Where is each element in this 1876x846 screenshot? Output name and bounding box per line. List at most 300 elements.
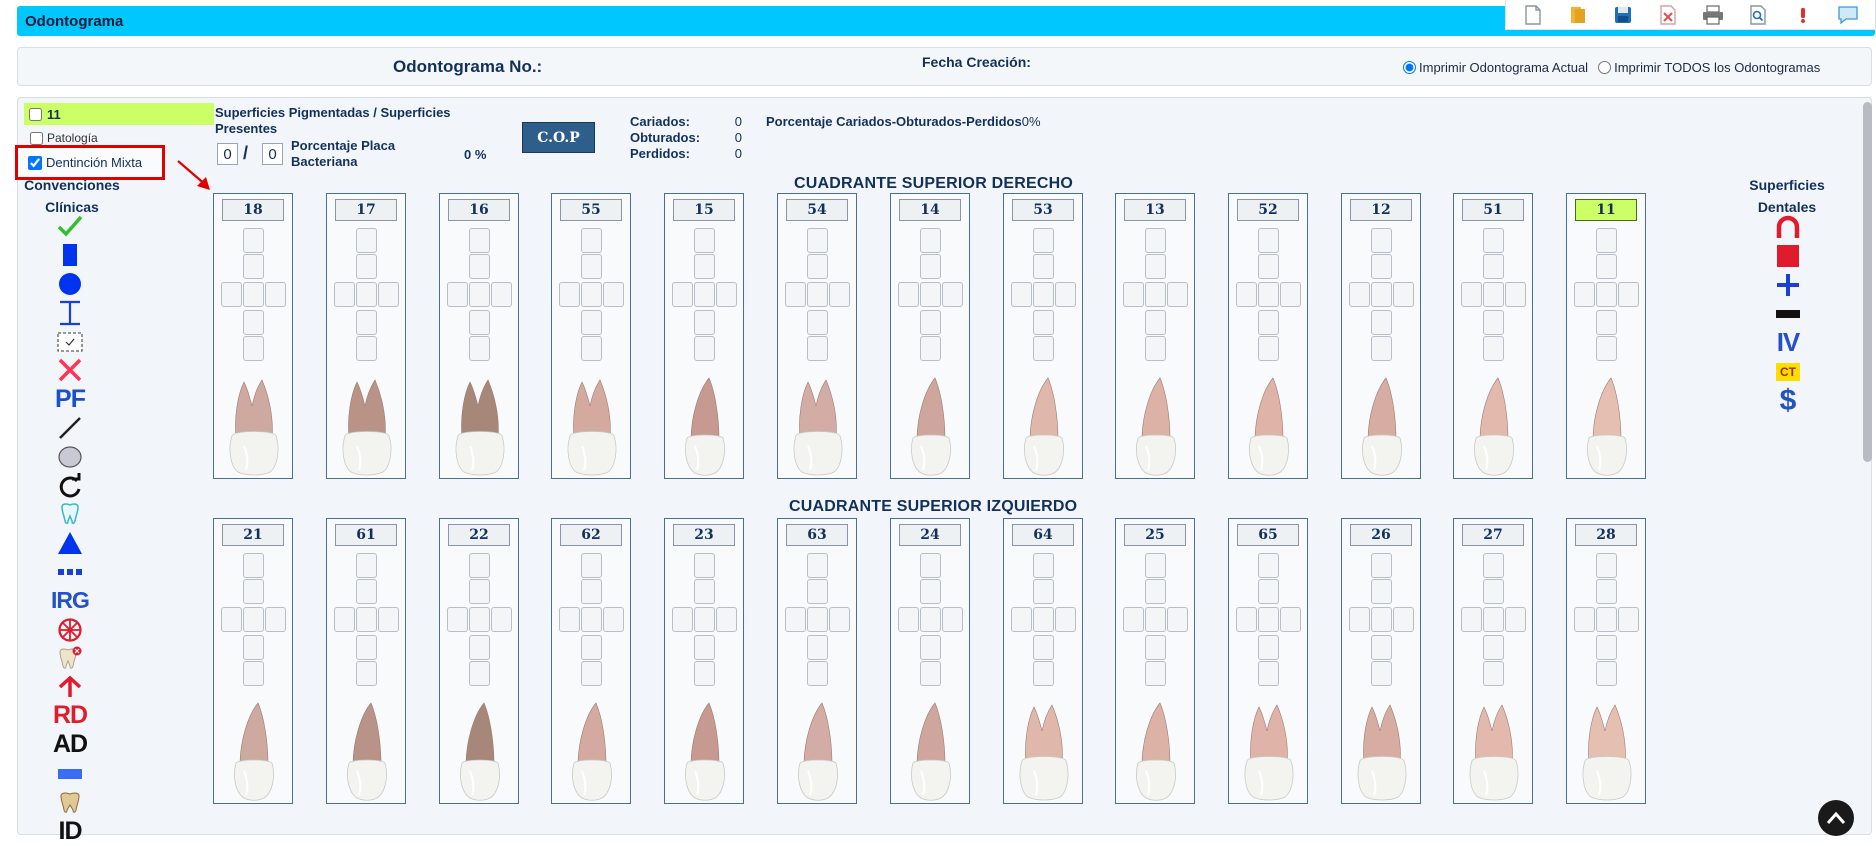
tooth-surface-box[interactable] — [1596, 228, 1617, 253]
tooth-surface-box[interactable] — [1258, 228, 1279, 253]
tooth-number[interactable]: 63 — [786, 524, 848, 546]
tooth-surface-box[interactable] — [1145, 310, 1166, 335]
tooth-surface-box[interactable] — [1596, 553, 1617, 578]
blue-plus-icon[interactable] — [1768, 270, 1808, 299]
tooth-surface-box[interactable] — [469, 282, 490, 307]
tooth-surface-box[interactable] — [920, 336, 941, 361]
tooth-surface-box[interactable] — [1145, 254, 1166, 279]
tooth-illustration-icon — [895, 701, 967, 801]
tooth-surface-box[interactable] — [1371, 607, 1392, 632]
tooth-card[interactable] — [326, 193, 406, 479]
tooth-surface-box[interactable] — [356, 635, 377, 660]
tooth-surface-box[interactable] — [581, 661, 602, 686]
tooth-surface-box[interactable] — [581, 336, 602, 361]
tooth-surface-box[interactable] — [785, 282, 806, 307]
selected-tooth-bar[interactable] — [24, 103, 214, 125]
tooth-number[interactable]: 24 — [899, 524, 961, 546]
tooth-surface-box[interactable] — [1258, 635, 1279, 660]
tooth-surface-box[interactable] — [1123, 607, 1144, 632]
tooth-card[interactable] — [439, 518, 519, 804]
save-icon[interactable] — [1610, 2, 1636, 28]
tooth-surface-box[interactable] — [1349, 282, 1370, 307]
tooth-surface-box[interactable] — [1280, 282, 1301, 307]
tooth-card[interactable] — [1341, 193, 1421, 479]
tooth-surface-box[interactable] — [1483, 228, 1504, 253]
tooth-surface-box[interactable] — [694, 282, 715, 307]
tooth-surface-box[interactable] — [1033, 228, 1054, 253]
tooth-card[interactable] — [1566, 518, 1646, 804]
tooth-surface-box[interactable] — [1371, 635, 1392, 660]
triangle-icon[interactable] — [50, 529, 90, 558]
tooth-card[interactable] — [1453, 193, 1533, 479]
rotate-icon[interactable] — [50, 471, 90, 500]
rd-icon[interactable] — [50, 702, 90, 731]
tooth-surface-box[interactable] — [1371, 310, 1392, 335]
tooth-surface-box[interactable] — [469, 607, 490, 632]
tooth-surface-box[interactable] — [559, 607, 580, 632]
tooth-surface-box[interactable] — [1033, 254, 1054, 279]
tooth-card[interactable] — [213, 193, 293, 479]
tooth-illustration-icon — [1120, 376, 1192, 476]
tooth-surface-box[interactable] — [221, 282, 242, 307]
tooth-surface-box[interactable] — [447, 282, 468, 307]
tooth-surface-box[interactable] — [1258, 282, 1279, 307]
delete-icon[interactable] — [1655, 2, 1681, 28]
grey-circle-icon[interactable] — [50, 442, 90, 471]
tooth-number[interactable]: 14 — [899, 199, 961, 221]
id-text: ID — [58, 816, 82, 845]
tooth-surface-box[interactable] — [378, 282, 399, 307]
tooth-card[interactable] — [326, 518, 406, 804]
tooth-surface-box[interactable] — [1618, 607, 1639, 632]
tooth-surface-box[interactable] — [356, 310, 377, 335]
tooth-number[interactable]: 18 — [222, 199, 284, 221]
tooth-surface-box[interactable] — [491, 282, 512, 307]
tooth-surface-box[interactable] — [1483, 254, 1504, 279]
print-icon[interactable] — [1700, 2, 1726, 28]
tooth-surface-box[interactable] — [1483, 579, 1504, 604]
tooth-card[interactable] — [890, 193, 970, 479]
tooth-illustration-icon — [1008, 701, 1080, 801]
tooth-surface-box[interactable] — [694, 661, 715, 686]
tooth-card[interactable] — [664, 193, 744, 479]
scrollbar[interactable] — [1863, 102, 1872, 462]
tooth-surface-box[interactable] — [243, 228, 264, 253]
tooth-surface-box[interactable] — [469, 553, 490, 578]
tooth-surface-box[interactable] — [1145, 553, 1166, 578]
tooth-surface-box[interactable] — [1236, 607, 1257, 632]
tooth-surface-box[interactable] — [581, 282, 602, 307]
tooth-surface-box[interactable] — [469, 254, 490, 279]
tooth-surface-box[interactable] — [1258, 607, 1279, 632]
tooth-surface-box[interactable] — [829, 607, 850, 632]
tooth-number[interactable]: 12 — [1350, 199, 1412, 221]
slash-icon[interactable] — [50, 414, 90, 443]
tooth-surface-box[interactable] — [1055, 282, 1076, 307]
tooth-surface-box[interactable] — [243, 254, 264, 279]
tooth-number[interactable]: 28 — [1575, 524, 1637, 546]
red-square-icon[interactable] — [1768, 241, 1808, 270]
patologia-checkbox[interactable] — [30, 132, 43, 145]
tooth-surface-box[interactable] — [1596, 635, 1617, 660]
tooth-number[interactable]: 15 — [673, 199, 735, 221]
tooth-surface-box[interactable] — [672, 607, 693, 632]
tooth-card[interactable] — [551, 518, 631, 804]
black-bar-icon[interactable] — [1768, 299, 1808, 328]
tooth-illustration-icon — [1346, 376, 1418, 476]
tooth-card[interactable] — [439, 193, 519, 479]
tooth-surface-box[interactable] — [716, 282, 737, 307]
comment-icon[interactable] — [1835, 2, 1861, 28]
tooth-surface-box[interactable] — [1483, 336, 1504, 361]
tooth-number[interactable]: 26 — [1350, 524, 1412, 546]
tooth-number[interactable]: 16 — [448, 199, 510, 221]
tooth-surface-box[interactable] — [1574, 607, 1595, 632]
tooth-surface-box[interactable] — [694, 635, 715, 660]
tooth-number[interactable]: 64 — [1012, 524, 1074, 546]
tooth-surface-box[interactable] — [469, 635, 490, 660]
tooth-surface-box[interactable] — [1596, 661, 1617, 686]
tooth-surface-box[interactable] — [1483, 310, 1504, 335]
tooth-surface-box[interactable] — [898, 607, 919, 632]
tooth-surface-box[interactable] — [1055, 607, 1076, 632]
tooth-surface-box[interactable] — [581, 254, 602, 279]
tooth-surface-box[interactable] — [1145, 336, 1166, 361]
toolbar — [1505, 0, 1876, 30]
tooth-surface-box[interactable] — [1483, 553, 1504, 578]
print-all-radio[interactable] — [1598, 61, 1611, 74]
tooth-surface-box[interactable] — [243, 661, 264, 686]
tooth-surface-box[interactable] — [1011, 282, 1032, 307]
tooth-surface-box[interactable] — [581, 635, 602, 660]
tooth-surface-box[interactable] — [447, 607, 468, 632]
tooth-surface-box[interactable] — [1258, 661, 1279, 686]
tooth-surface-box[interactable] — [1371, 553, 1392, 578]
tooth-surface-box[interactable] — [1371, 254, 1392, 279]
tooth-surface-box[interactable] — [1596, 254, 1617, 279]
pigmented-surfaces-label: Superficies Pigmentadas / Superficies Presentes — [215, 105, 451, 136]
tooth-surface-box[interactable] — [1574, 282, 1595, 307]
tooth-surface-box[interactable] — [1483, 661, 1504, 686]
print-current-radio[interactable] — [1403, 61, 1416, 74]
creation-date-label: Fecha Creación: — [922, 54, 1031, 70]
tooth-surface-box[interactable] — [243, 310, 264, 335]
tooth-surface-box[interactable] — [1393, 282, 1414, 307]
tooth-surface-box[interactable] — [1145, 282, 1166, 307]
tooth-surface-box[interactable] — [1461, 282, 1482, 307]
tooth-surface-box[interactable] — [581, 310, 602, 335]
tooth-surface-box[interactable] — [243, 553, 264, 578]
tooth-surface-box[interactable] — [1258, 336, 1279, 361]
tooth-surface-box[interactable] — [243, 579, 264, 604]
tooth-card[interactable] — [213, 518, 293, 804]
print-current-option[interactable] — [1403, 60, 1588, 75]
tooth-surface-box[interactable] — [356, 254, 377, 279]
tooth-surface-box[interactable] — [1280, 607, 1301, 632]
tooth-surface-box[interactable] — [694, 228, 715, 253]
tooth-surface-box[interactable] — [1596, 282, 1617, 307]
tooth-surface-box[interactable] — [829, 282, 850, 307]
tooth-number[interactable]: 52 — [1237, 199, 1299, 221]
tooth-number[interactable]: 13 — [1124, 199, 1186, 221]
dotted-bar-icon[interactable] — [50, 558, 90, 587]
tooth-surface-box[interactable] — [920, 310, 941, 335]
tooth-surface-box[interactable] — [694, 579, 715, 604]
tooth-surface-box[interactable] — [1483, 282, 1504, 307]
tooth-gold-icon[interactable] — [50, 788, 90, 817]
tooth-card[interactable] — [777, 518, 857, 804]
tooth-illustration-icon — [218, 701, 290, 801]
tooth-surface-box[interactable] — [221, 607, 242, 632]
patologia-option[interactable] — [30, 131, 98, 145]
blue-bar-icon[interactable] — [50, 759, 90, 788]
tooth-surface-box[interactable] — [942, 607, 963, 632]
tooth-number[interactable]: 17 — [335, 199, 397, 221]
tooth-surface-box[interactable] — [356, 336, 377, 361]
tooth-surface-box[interactable] — [694, 310, 715, 335]
checkbox-icon[interactable] — [50, 327, 90, 356]
tooth-surface-box[interactable] — [807, 310, 828, 335]
tooth-surface-box[interactable] — [334, 282, 355, 307]
tooth-surface-box[interactable] — [243, 282, 264, 307]
dollar-icon[interactable] — [1768, 383, 1808, 417]
tooth-surface-box[interactable] — [356, 579, 377, 604]
tooth-illustration-icon — [1233, 701, 1305, 801]
tooth-surface-box[interactable] — [920, 661, 941, 686]
tooth-surface-box[interactable] — [694, 607, 715, 632]
tooth-surface-box[interactable] — [807, 607, 828, 632]
ad-icon[interactable] — [50, 730, 90, 759]
tooth-card[interactable] — [664, 518, 744, 804]
tooth-card[interactable] — [1228, 518, 1308, 804]
tooth-number[interactable]: 25 — [1124, 524, 1186, 546]
tooth-surface-box[interactable] — [920, 607, 941, 632]
tooth-surface-box[interactable] — [1033, 310, 1054, 335]
tooth-number[interactable]: 53 — [1012, 199, 1074, 221]
crossed-circle-icon[interactable] — [50, 615, 90, 644]
tooth-surface-box[interactable] — [920, 553, 941, 578]
check-icon[interactable] — [50, 212, 90, 241]
tooth-card[interactable] — [551, 193, 631, 479]
tooth-surface-box[interactable] — [243, 635, 264, 660]
tooth-surface-box[interactable] — [807, 228, 828, 253]
tooth-surface-box[interactable] — [1483, 635, 1504, 660]
i-beam-icon[interactable] — [50, 298, 90, 327]
tooth-surface-box[interactable] — [1033, 607, 1054, 632]
tooth-surface-box[interactable] — [716, 607, 737, 632]
tooth-surface-box[interactable] — [1393, 607, 1414, 632]
tooth-surface-box[interactable] — [920, 254, 941, 279]
tooth-number[interactable]: 21 — [222, 524, 284, 546]
mixed-dentition-checkbox[interactable] — [28, 156, 42, 170]
tooth-surface-box[interactable] — [1167, 607, 1188, 632]
tooth-surface-box[interactable] — [1461, 607, 1482, 632]
tooth-surface-box[interactable] — [1596, 310, 1617, 335]
tooth-card[interactable] — [1115, 518, 1195, 804]
tooth-surface-box[interactable] — [1505, 607, 1526, 632]
tooth-surface-box[interactable] — [356, 661, 377, 686]
tooth-surface-box[interactable] — [1371, 661, 1392, 686]
tooth-surface-box[interactable] — [559, 282, 580, 307]
tooth-surface-box[interactable] — [356, 282, 377, 307]
tooth-number[interactable]: 62 — [560, 524, 622, 546]
tooth-surface-box[interactable] — [1236, 282, 1257, 307]
tooth-surface-box[interactable] — [265, 607, 286, 632]
tooth-surface-box[interactable] — [920, 579, 941, 604]
tooth-surface-box[interactable] — [356, 553, 377, 578]
tooth-surface-box[interactable] — [334, 607, 355, 632]
tooth-card[interactable] — [777, 193, 857, 479]
tooth-surface-box[interactable] — [1258, 310, 1279, 335]
irg-icon[interactable] — [50, 586, 90, 615]
tooth-surface-box[interactable] — [785, 607, 806, 632]
tooth-surface-box[interactable] — [807, 661, 828, 686]
tooth-surface-box[interactable] — [1618, 282, 1639, 307]
print-all-option[interactable] — [1598, 60, 1820, 75]
tooth-surface-box[interactable] — [1371, 579, 1392, 604]
tooth-card[interactable] — [1341, 518, 1421, 804]
tooth-surface-box[interactable] — [807, 579, 828, 604]
tooth-card[interactable] — [890, 518, 970, 804]
tooth-surface-box[interactable] — [469, 228, 490, 253]
tooth-surface-box[interactable] — [1596, 607, 1617, 632]
tooth-surface-box[interactable] — [1349, 607, 1370, 632]
tooth-number[interactable]: 55 — [560, 199, 622, 221]
present-surfaces-input[interactable]: 0 — [262, 143, 283, 165]
tooth-number[interactable]: 61 — [335, 524, 397, 546]
tooth-surface-box[interactable] — [1483, 607, 1504, 632]
tooth-number[interactable]: 51 — [1462, 199, 1524, 221]
tooth-surface-box[interactable] — [1033, 579, 1054, 604]
tooth-surface-box[interactable] — [807, 336, 828, 361]
tooth-card[interactable] — [1115, 193, 1195, 479]
folder-icon[interactable] — [1565, 2, 1591, 28]
tooth-surface-box[interactable] — [581, 607, 602, 632]
tooth-surface-box[interactable] — [694, 254, 715, 279]
pf-text: PF — [55, 384, 85, 413]
red-x-icon[interactable] — [50, 356, 90, 385]
tooth-surface-box[interactable] — [694, 553, 715, 578]
tooth-surface-box[interactable] — [243, 336, 264, 361]
tooth-illustration-icon — [331, 376, 403, 476]
scroll-top-button[interactable] — [1818, 800, 1854, 836]
tooth-surface-box[interactable] — [469, 661, 490, 686]
tooth-surface-box[interactable] — [581, 228, 602, 253]
tooth-surface-box[interactable] — [672, 282, 693, 307]
preview-icon[interactable] — [1745, 2, 1771, 28]
up-arrow-icon[interactable] — [50, 673, 90, 702]
tooth-surface-box[interactable] — [1167, 282, 1188, 307]
tooth-surface-box[interactable] — [1145, 228, 1166, 253]
conventions-list — [50, 212, 90, 846]
tooth-number[interactable]: 27 — [1462, 524, 1524, 546]
new-document-icon[interactable] — [1520, 2, 1546, 28]
tooth-surface-box[interactable] — [694, 336, 715, 361]
tooth-surface-box[interactable] — [807, 553, 828, 578]
tooth-surface-box[interactable] — [1505, 282, 1526, 307]
tooth-surface-box[interactable] — [469, 336, 490, 361]
pf-icon[interactable] — [50, 385, 90, 414]
tooth-surface-box[interactable] — [1033, 661, 1054, 686]
tooth-surface-box[interactable] — [378, 607, 399, 632]
tooth-surface-box[interactable] — [807, 635, 828, 660]
tooth-surface-box[interactable] — [898, 282, 919, 307]
ct-icon[interactable] — [1768, 357, 1808, 386]
tooth-x-icon[interactable] — [50, 644, 90, 673]
tooth-illustration-icon — [669, 701, 741, 801]
tooth-surface-box[interactable] — [1145, 579, 1166, 604]
tooth-surface-box[interactable] — [1145, 635, 1166, 660]
tooth-surface-box[interactable] — [603, 607, 624, 632]
tooth-number[interactable]: 54 — [786, 199, 848, 221]
tooth-surface-box[interactable] — [356, 228, 377, 253]
tooth-surface-box[interactable] — [491, 607, 512, 632]
tooth-number[interactable]: 22 — [448, 524, 510, 546]
tooth-surface-box[interactable] — [1371, 282, 1392, 307]
tooth-surface-box[interactable] — [807, 254, 828, 279]
tooth-surface-box[interactable] — [920, 282, 941, 307]
tooth-surface-box[interactable] — [1596, 336, 1617, 361]
tooth-surface-box[interactable] — [942, 282, 963, 307]
tooth-surface-box[interactable] — [265, 282, 286, 307]
tooth-card[interactable] — [1566, 193, 1646, 479]
tooth-card[interactable] — [1228, 193, 1308, 479]
blue-rect-icon[interactable] — [50, 241, 90, 270]
tooth-outline-icon[interactable] — [50, 500, 90, 529]
tooth-surface-box[interactable] — [1371, 336, 1392, 361]
tooth-surface-box[interactable] — [1145, 607, 1166, 632]
tooth-surface-box[interactable] — [920, 228, 941, 253]
iv-icon[interactable] — [1768, 328, 1808, 357]
blue-circle-icon[interactable] — [50, 270, 90, 299]
tooth-number[interactable]: 23 — [673, 524, 735, 546]
tooth-surface-box[interactable] — [1033, 336, 1054, 361]
tooth-surface-box[interactable] — [469, 310, 490, 335]
red-arc-icon[interactable] — [1768, 212, 1808, 241]
alert-icon[interactable] — [1790, 2, 1816, 28]
id-icon[interactable] — [50, 817, 90, 846]
tooth-number[interactable]: 65 — [1237, 524, 1299, 546]
tooth-surface-box[interactable] — [1371, 228, 1392, 253]
tooth-surface-box[interactable] — [603, 282, 624, 307]
tooth-surface-box[interactable] — [920, 635, 941, 660]
tooth-surface-box[interactable] — [1258, 553, 1279, 578]
tooth-surface-box[interactable] — [1011, 607, 1032, 632]
tooth-surface-box[interactable] — [581, 553, 602, 578]
tooth-surface-box[interactable] — [1033, 553, 1054, 578]
tooth-card[interactable] — [1003, 193, 1083, 479]
tooth-surface-box[interactable] — [1033, 282, 1054, 307]
tooth-surface-box[interactable] — [581, 579, 602, 604]
tooth-surface-box[interactable] — [1258, 579, 1279, 604]
tooth-card[interactable] — [1003, 518, 1083, 804]
tooth-card[interactable] — [1453, 518, 1533, 804]
selected-tooth-checkbox[interactable] — [29, 108, 42, 121]
tooth-surface-box[interactable] — [1145, 661, 1166, 686]
tooth-surface-box[interactable] — [356, 607, 377, 632]
pigmented-surfaces-input[interactable]: 0 — [217, 143, 238, 165]
print-all-label: Imprimir TODOS los Odontogramas — [1614, 60, 1821, 75]
tooth-number[interactable]: 11 — [1575, 199, 1637, 221]
tooth-surface-box[interactable] — [469, 579, 490, 604]
tooth-surface-box[interactable] — [1033, 635, 1054, 660]
tooth-surface-box[interactable] — [807, 282, 828, 307]
tooth-surface-box[interactable] — [1123, 282, 1144, 307]
tooth-surface-box[interactable] — [243, 607, 264, 632]
tooth-surface-box[interactable] — [1596, 579, 1617, 604]
cop-button[interactable]: C.O.P — [522, 122, 595, 153]
tooth-surface-box[interactable] — [1258, 254, 1279, 279]
